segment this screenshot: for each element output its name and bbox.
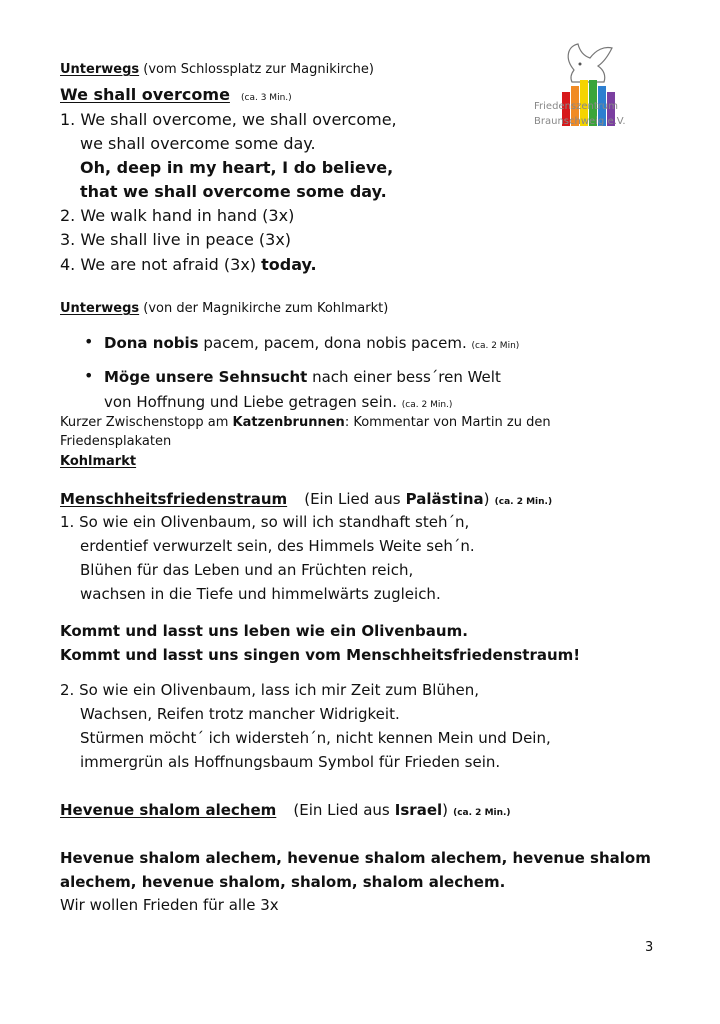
- bullet1-bold: Dona nobis: [104, 334, 199, 352]
- origin-post-4: ): [442, 801, 448, 819]
- stop-post: : Kommentar von Martin zu den: [344, 415, 551, 430]
- dove-icon: [568, 44, 612, 82]
- stop-note: [60, 415, 551, 430]
- stop-place: Katzenbrunnen: [232, 415, 345, 430]
- duration-3: (ca. 2 Min.): [494, 497, 553, 507]
- section1-label: Unterwegs: [60, 62, 140, 77]
- bullet-item-1: [104, 334, 519, 352]
- song-title-row-4: [60, 800, 511, 819]
- logo-text-line1: Friedenszentrum: [534, 101, 618, 112]
- chorus-line: Kommt und lasst uns singen vom Menschheitsfriedenstraum!: [60, 646, 581, 664]
- section1-header: [60, 62, 374, 77]
- lyric-line: 3. We shall live in peace (3x): [60, 230, 292, 249]
- chorus-line: Kommt und lasst uns leben wie ein Olivenbaum.: [60, 622, 468, 640]
- bullet2-line2: von Hoffnung und Liebe getragen sein.: [104, 393, 398, 411]
- page-number: 3: [645, 940, 654, 955]
- hevenue-line: Hevenue shalom alechem, hevenue shalom alechem, hevenue shalom: [60, 849, 651, 867]
- verse1-line: Blühen für das Leben und an Früchten reich,: [80, 561, 414, 579]
- bullet-icon: •: [84, 366, 94, 385]
- bullet-item-2-line2: [104, 393, 452, 411]
- stop-pre: Kurzer Zwischenstopp am: [60, 415, 229, 430]
- verse2-line: immergrün als Hoffnungsbaum Symbol für Frieden sein.: [80, 753, 501, 771]
- lyric-line-last: [60, 255, 317, 274]
- logo-text-line2: Braunschweig e.V.: [534, 116, 626, 127]
- lyric-line-bold: that we shall overcome some day.: [80, 182, 387, 201]
- bullet1-duration: (ca. 2 Min): [471, 341, 520, 351]
- bullet1-rest: pacem, pacem, dona nobis pacem.: [203, 334, 467, 352]
- lyric-line: 1. We shall overcome, we shall overcome,: [60, 110, 397, 129]
- verse2-line: Stürmen möcht´ ich widersteh´n, nicht kennen Mein und Dein,: [80, 729, 551, 747]
- hevenue-last-line: Wir wollen Frieden für alle 3x: [60, 896, 279, 914]
- bullet2-duration: (ca. 2 Min.): [401, 400, 453, 410]
- section2-route: (von der Magnikirche zum Kohlmarkt): [143, 301, 389, 316]
- lyric-line: we shall overcome some day.: [80, 134, 316, 153]
- section2-label: Unterwegs: [60, 301, 140, 316]
- origin-post-3: ): [483, 490, 490, 508]
- kohlmarkt-heading: Kohlmarkt: [60, 454, 137, 469]
- song-title-hevenue-shalom: Hevenue shalom alechem: [60, 801, 277, 819]
- origin-country-4: Israel: [394, 801, 443, 819]
- verse2-line: Wachsen, Reifen trotz mancher Widrigkeit.: [80, 705, 400, 723]
- lyric-text: 4. We are not afraid (3x): [60, 255, 257, 274]
- hevenue-line: alechem, hevenue shalom, shalom, shalom alechem.: [60, 873, 506, 891]
- section1-route: (vom Schlossplatz zur Magnikirche): [143, 62, 374, 77]
- lyric-line-bold: Oh, deep in my heart, I do believe,: [80, 158, 394, 177]
- lyric-line: 2. We walk hand in hand (3x): [60, 206, 295, 225]
- bullet2-bold: Möge unsere Sehnsucht: [104, 368, 308, 386]
- verse1-line: erdentief verwurzelt sein, des Himmels Weite seh´n.: [80, 537, 475, 555]
- bullet-icon: •: [84, 332, 94, 351]
- duration-1: (ca. 3 Min.): [241, 93, 292, 103]
- origin-pre-3: (Ein Lied aus: [304, 490, 401, 508]
- verse2-line: 2. So wie ein Olivenbaum, lass ich mir Zeit zum Blühen,: [60, 681, 479, 699]
- song-title-row-3: [60, 489, 552, 508]
- section2-header: [60, 301, 388, 316]
- origin-pre-4: (Ein Lied aus: [293, 801, 390, 819]
- verse1-line: 1. So wie ein Olivenbaum, so will ich standhaft steh´n,: [60, 513, 470, 531]
- lyric-today: today.: [261, 255, 317, 274]
- song-title-row-1: [60, 85, 292, 104]
- duration-4: (ca. 2 Min.): [453, 808, 511, 818]
- song-title-we-shall-overcome: We shall overcome: [60, 85, 230, 104]
- origin-country-3: Palästina: [405, 490, 484, 508]
- song-title-menschheitsfriedenstraum: Menschheitsfriedenstraum: [60, 490, 288, 508]
- bullet2-rest: nach einer bess´ren Welt: [312, 368, 501, 386]
- verse1-line: wachsen in die Tiefe und himmelwärts zugleich.: [80, 585, 441, 603]
- bullet-item-2: [104, 368, 501, 386]
- stop-note-line2: Friedensplakaten: [60, 434, 172, 449]
